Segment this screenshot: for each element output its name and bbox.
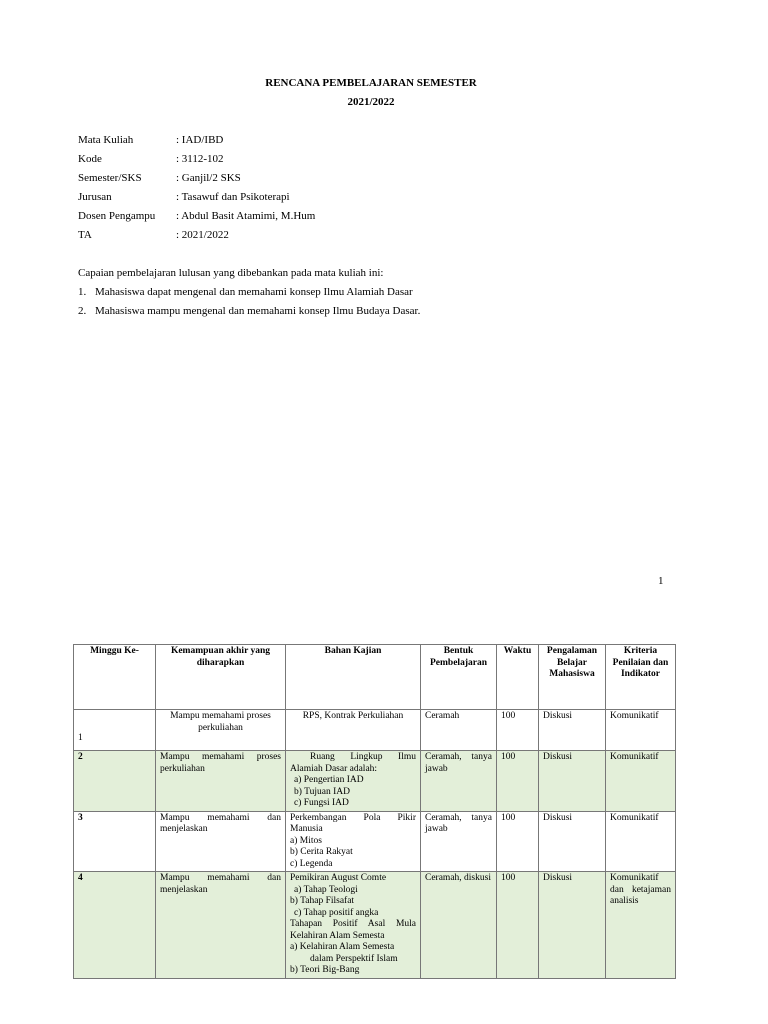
bahan-item: b) Cerita Rakyat — [290, 847, 353, 857]
cell-bentuk: Ceramah, tanya jawab — [421, 751, 497, 812]
cell-kriteria: Komunikatif — [606, 811, 676, 872]
outcomes-intro: Capaian pembelajaran lulusan yang dibebankan pada mata kuliah ini: — [78, 267, 384, 279]
bahan-item: dalam Perspektif Islam — [310, 953, 398, 964]
cell-kriteria: Komunikatif — [606, 751, 676, 812]
info-value: : IAD/IBD — [176, 134, 224, 146]
bahan-item: a) Mitos — [290, 835, 322, 846]
outcome-item — [78, 283, 420, 302]
outcome-number: 2. — [78, 305, 87, 317]
cell-waktu: 100 — [497, 751, 539, 812]
cell-minggu: 1 — [74, 710, 156, 751]
cell-bahan — [286, 811, 421, 872]
info-label: Kode — [78, 153, 102, 165]
page-number: 1 — [658, 575, 664, 587]
cell-kemampuan: Mampu memahami proses perkuliahan — [156, 710, 286, 751]
table-header-row — [74, 645, 676, 710]
bahan-item: b) Tahap Filsafat — [290, 896, 355, 906]
info-label: Mata Kuliah — [78, 134, 134, 146]
table-row — [74, 811, 676, 872]
header-waktu: Waktu — [497, 645, 539, 710]
cell-kriteria: Komunikatif — [606, 710, 676, 751]
bahan-item: b) Tujuan IAD — [294, 786, 350, 797]
cell-kemampuan: Mampu memahami dan menjelaskan — [156, 872, 286, 979]
info-value: : Abdul Basit Atamimi, M.Hum — [176, 210, 316, 222]
cell-pengalaman: Diskusi — [539, 751, 606, 812]
bahan-item: a) Tahap Teologi — [294, 884, 358, 895]
bahan-item: a) Kelahiran Alam Semesta — [290, 942, 395, 952]
header-bahan: Bahan Kajian — [286, 645, 421, 710]
cell-pengalaman: Diskusi — [539, 872, 606, 979]
bahan-item: b) Teori Big-Bang — [290, 965, 360, 975]
info-value: : 3112-102 — [176, 153, 224, 165]
info-label: Dosen Pengampu — [78, 210, 156, 222]
cell-minggu: 4 — [74, 872, 156, 979]
table-row — [74, 710, 676, 751]
bahan-item: c) Fungsi IAD — [294, 798, 349, 808]
info-row — [78, 226, 315, 245]
bahan-lead: Perkembangan Pola Pikir Manusia — [290, 812, 416, 834]
info-row — [78, 169, 315, 188]
outcome-text: Mahasiswa mampu mengenal dan memahami konsep Ilmu Budaya Dasar. — [95, 305, 421, 317]
title-line-1: RENCANA PEMBELAJARAN SEMESTER — [265, 77, 477, 89]
info-row — [78, 188, 315, 207]
header-kemampuan: Kemampuan akhir yang diharapkan — [156, 645, 286, 710]
info-value: : Tasawuf dan Psikoterapi — [176, 191, 290, 203]
info-row — [78, 150, 315, 169]
cell-bentuk: Ceramah — [421, 710, 497, 751]
cell-kemampuan: Mampu memahami proses perkuliahan — [156, 751, 286, 812]
header-pengalaman: Pengalaman Belajar Mahasiswa — [539, 645, 606, 710]
header-bentuk: Bentuk Pembelajaran — [421, 645, 497, 710]
cell-bahan — [286, 751, 421, 812]
cell-waktu: 100 — [497, 710, 539, 751]
cell-bentuk: Ceramah, diskusi — [421, 872, 497, 979]
cell-pengalaman: Diskusi — [539, 710, 606, 751]
bahan-subheading: Tahapan Positif Asal Mula Kelahiran Alam Semesta — [290, 919, 416, 941]
cell-bahan: RPS, Kontrak Perkuliahan — [286, 710, 421, 751]
header-kriteria: Kriteria Penilaian dan Indikator — [606, 645, 676, 710]
outcome-text: Mahasiswa dapat mengenal dan memahami konsep Ilmu Alamiah Dasar — [95, 286, 413, 298]
header-minggu: Minggu Ke- — [74, 645, 156, 710]
outcome-number: 1. — [78, 286, 87, 298]
table-row — [74, 872, 676, 979]
rps-table — [73, 644, 676, 979]
cell-pengalaman: Diskusi — [539, 811, 606, 872]
cell-waktu: 100 — [497, 811, 539, 872]
bahan-item: a) Pengertian IAD — [294, 775, 364, 785]
bahan-lead: Pemikiran August Comte — [290, 873, 387, 883]
cell-minggu: 2 — [74, 751, 156, 812]
cell-kriteria: Komunikatif dan ketajaman analisis — [606, 872, 676, 979]
info-value: : Ganjil/2 SKS — [176, 172, 241, 184]
outcome-item — [78, 302, 420, 321]
learning-outcomes — [78, 264, 420, 321]
title-line-2: 2021/2022 — [347, 96, 395, 108]
info-value: : 2021/2022 — [176, 229, 229, 241]
info-row — [78, 131, 315, 150]
info-label: Semester/SKS — [78, 172, 142, 184]
info-label: Jurusan — [78, 191, 112, 203]
cell-bentuk: Ceramah, tanya jawab — [421, 811, 497, 872]
bahan-lead: Ruang Lingkup Ilmu Alamiah Dasar adalah: — [290, 752, 416, 774]
cell-waktu: 100 — [497, 872, 539, 979]
bahan-item: c) Legenda — [290, 858, 333, 869]
cell-kemampuan: Mampu memahami dan menjelaskan — [156, 811, 286, 872]
course-info — [78, 131, 315, 245]
info-row — [78, 207, 315, 226]
table-row — [74, 751, 676, 812]
cell-bahan — [286, 872, 421, 979]
bahan-item: c) Tahap positif angka — [294, 907, 379, 918]
info-label: TA — [78, 229, 92, 241]
cell-minggu: 3 — [74, 811, 156, 872]
